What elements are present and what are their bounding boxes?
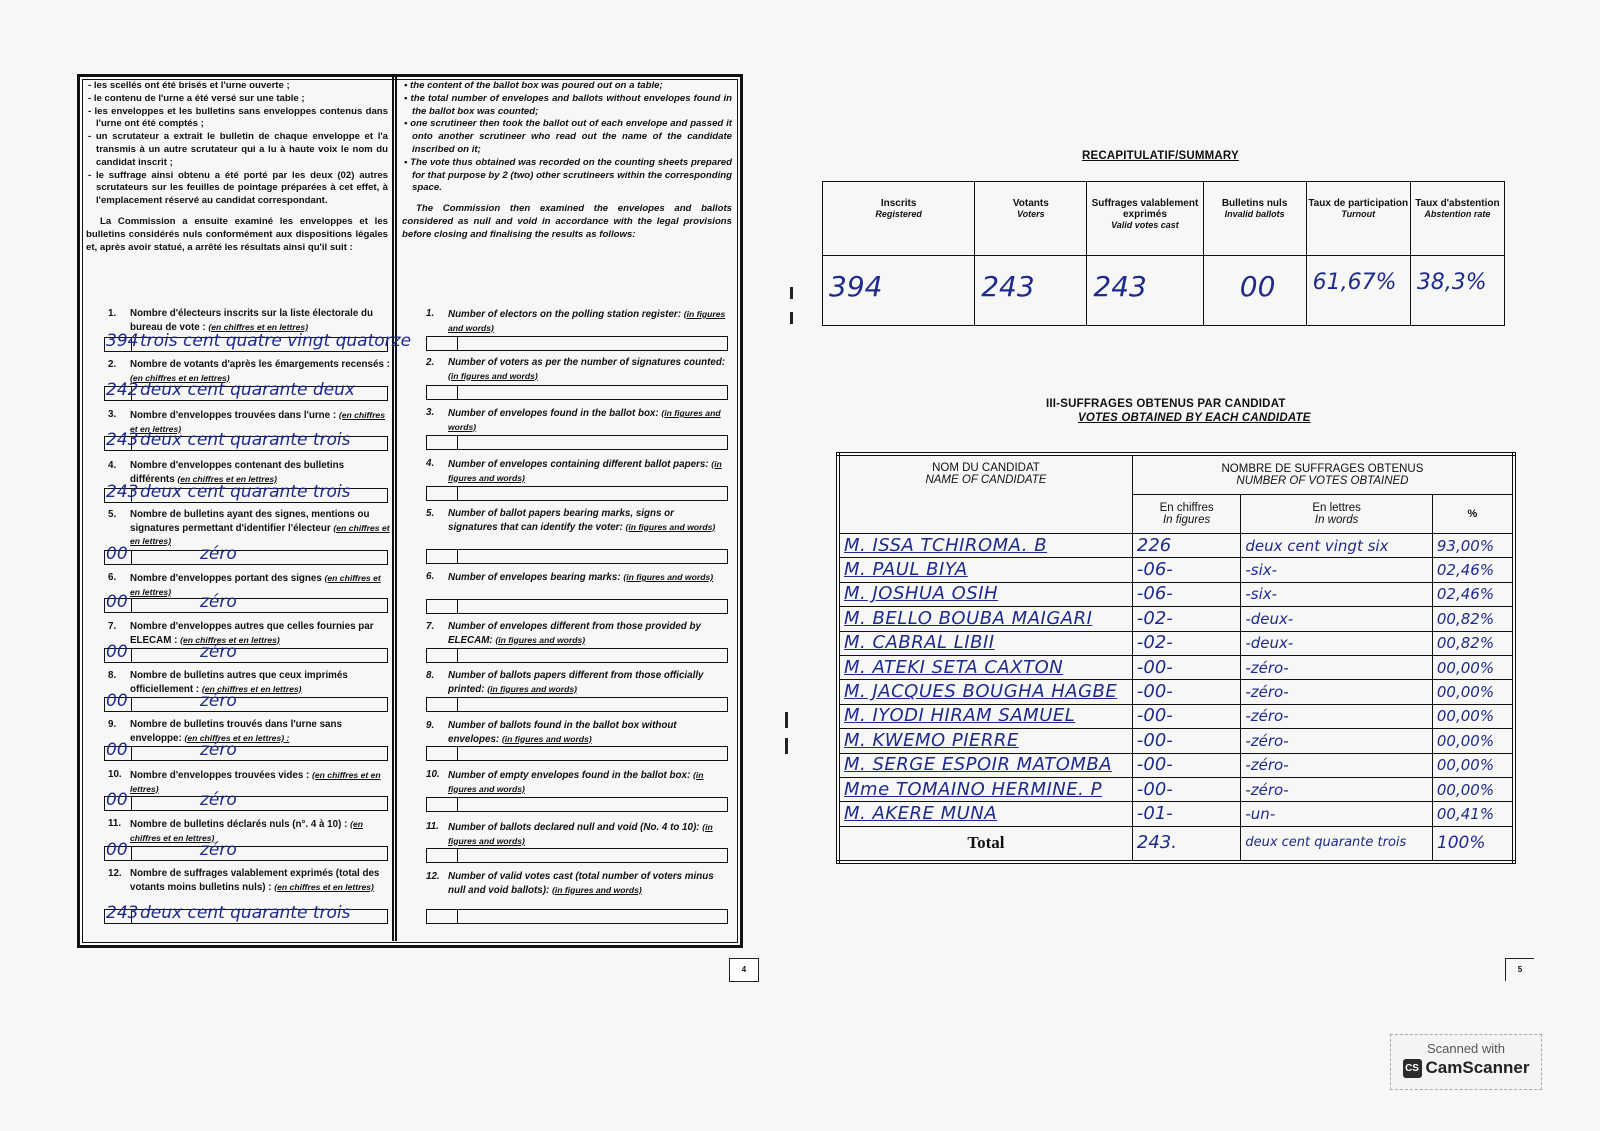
votes-percent: 00,82% (1432, 607, 1514, 631)
list-item: • the total number of envelopes and ballots without envelopes found in the ballot box was counted; (404, 92, 732, 117)
figure-cell[interactable] (427, 600, 458, 613)
table-row (838, 655, 1514, 679)
answer-field-en-4[interactable] (426, 486, 728, 501)
summary-header-row (823, 182, 1505, 256)
answer-field-en-11[interactable] (426, 848, 728, 863)
votes-figures: -00- (1132, 777, 1240, 801)
table-row (838, 558, 1514, 582)
answer-field-en-9[interactable] (426, 746, 728, 761)
votes-header-row-1 (838, 454, 1514, 495)
votes-percent: 00,41% (1432, 802, 1514, 826)
votes-section-title-en: VOTES OBTAINED BY EACH CANDIDATE (1078, 412, 1311, 424)
votes-figures: -01- (1132, 802, 1240, 826)
answer-words-fr-3: deux cent quarante trois (140, 430, 351, 450)
value-invalid-ballots: 00 (1203, 256, 1306, 326)
votes-figures: -06- (1132, 582, 1240, 606)
table-row (838, 729, 1514, 753)
summary-values-row (823, 256, 1505, 326)
votes-figures: -02- (1132, 607, 1240, 631)
candidate-name: M. ATEKI SETA CAXTON (838, 655, 1132, 679)
votes-words: -un- (1241, 802, 1433, 826)
votes-section-title-fr: III-SUFFRAGES OBTENUS PAR CANDIDAT (1046, 398, 1286, 410)
answer-words-fr-6: zéro (200, 592, 237, 612)
summary-title: RECAPITULATIF/SUMMARY (1082, 150, 1239, 162)
column-divider (392, 77, 397, 941)
votes-words: -zéro- (1241, 680, 1433, 704)
binding-mark (790, 287, 793, 299)
list-item: - les scellés ont été brisés et l'urne ouverte ; (88, 80, 290, 91)
candidate-votes-table (836, 452, 1516, 864)
answer-figure-fr-4: 243 (106, 482, 139, 502)
votes-words: -six- (1241, 582, 1433, 606)
votes-words: -zéro- (1241, 729, 1433, 753)
votes-percent: 02,46% (1432, 558, 1514, 582)
english-commission-paragraph: The Commission then examined the envelopes and ballots considered as null and void in accordance with the legal provisions before closing and finalising the results as follows: (402, 203, 732, 240)
answer-field-en-3[interactable] (426, 435, 728, 450)
header-votes-obtained: NOMBRE DE SUFFRAGES OBTENUS NUMBER OF VOTES OBTAINED (1132, 454, 1514, 495)
total-label: Total (838, 826, 1132, 862)
answer-words-fr-5: zéro (200, 544, 237, 564)
figure-cell[interactable] (427, 798, 458, 811)
figure-cell[interactable] (427, 436, 458, 449)
french-column (86, 80, 388, 254)
table-row (838, 534, 1514, 558)
votes-figures: -00- (1132, 729, 1240, 753)
answer-words-fr-4: deux cent quarante trois (140, 482, 351, 502)
votes-percent: 93,00% (1432, 534, 1514, 558)
header-invalid-ballots: Bulletins nuls Invalid ballots (1203, 182, 1306, 256)
figure-cell[interactable] (427, 849, 458, 862)
watermark-line2: CS CamScanner (1391, 1058, 1541, 1078)
answer-figure-fr-3: 243 (106, 430, 139, 450)
answer-words-fr-2: deux cent quarante deux (140, 380, 355, 400)
value-voters: 243 (975, 256, 1087, 326)
candidate-name: Mme TOMAINO HERMINE. P (838, 777, 1132, 801)
answer-field-fr-10[interactable] (104, 796, 388, 811)
table-row (838, 607, 1514, 631)
header-voters: Votants Voters (975, 182, 1087, 256)
answer-figure-fr-5: 00 (106, 544, 128, 564)
summary-table (822, 181, 1505, 326)
candidate-name: M. JACQUES BOUGHA HAGBE (838, 680, 1132, 704)
candidate-name: M. BELLO BOUBA MAIGARI (838, 607, 1132, 631)
header-abstention: Taux d'abstention Abstention rate (1410, 182, 1504, 256)
binding-mark (790, 312, 793, 324)
camscanner-watermark (1390, 1034, 1542, 1090)
votes-figures: -06- (1132, 558, 1240, 582)
answer-figure-fr-1: 394 (106, 331, 139, 351)
watermark-line1: Scanned with (1426, 1041, 1506, 1056)
votes-figures: -00- (1132, 655, 1240, 679)
answer-field-en-7[interactable] (426, 648, 728, 663)
answer-field-en-5[interactable] (426, 549, 728, 564)
table-row (838, 631, 1514, 655)
header-in-figures: En chiffres In figures (1132, 495, 1240, 534)
answer-words-fr-1: trois cent quatre vingt quatorze (140, 331, 412, 351)
figure-cell[interactable] (427, 487, 458, 500)
votes-words: -zéro- (1241, 704, 1433, 728)
answer-field-en-6[interactable] (426, 599, 728, 614)
answer-words-fr-9: zéro (200, 740, 237, 760)
candidate-name: M. JOSHUA OSIH (838, 582, 1132, 606)
french-procedure-list (86, 80, 388, 208)
table-row (838, 777, 1514, 801)
candidate-name: M. ISSA TCHIROMA. B (838, 534, 1132, 558)
page-number-5: 5 (1505, 958, 1534, 981)
value-abstention: 38,3% (1410, 256, 1504, 326)
votes-figures: -00- (1132, 753, 1240, 777)
table-row (838, 704, 1514, 728)
binding-mark (785, 712, 788, 728)
answer-words-fr-11: zéro (200, 840, 237, 860)
answer-words-fr-8: zéro (200, 691, 237, 711)
answer-field-en-8[interactable] (426, 697, 728, 712)
list-item: - le suffrage ainsi obtenu a été porté par les deux (02) autres scrutateurs sur les feuilles de pointage préparées à cet effet, à l'emplacement réservé au candidat correspondant. (88, 169, 388, 207)
header-registered: Inscrits Registered (823, 182, 975, 256)
votes-percent: 00,82% (1432, 631, 1514, 655)
header-candidate-name: NOM DU CANDIDAT NAME OF CANDIDATE (838, 454, 1132, 534)
votes-body (838, 534, 1514, 863)
header-percent: % (1432, 495, 1514, 534)
list-item: • one scrutineer then took the ballot out of each envelope and passed it onto another scrutineer who read out the name of the candidate inscribed on it; (404, 118, 732, 155)
candidate-name: M. CABRAL LIBII (838, 631, 1132, 655)
value-valid-votes: 243 (1087, 256, 1203, 326)
english-procedure-list (402, 80, 732, 195)
votes-figures: -02- (1132, 631, 1240, 655)
answer-words-fr-12: deux cent quarante trois (140, 903, 351, 923)
camscanner-logo-icon: CS (1403, 1059, 1422, 1078)
answer-figure-fr-9: 00 (106, 740, 128, 760)
total-percent: 100% (1432, 826, 1514, 862)
votes-percent: 00,00% (1432, 680, 1514, 704)
total-figures: 243. (1132, 826, 1240, 862)
figure-cell[interactable] (427, 649, 458, 662)
table-row (838, 680, 1514, 704)
votes-percent: 02,46% (1432, 582, 1514, 606)
answer-field-en-10[interactable] (426, 797, 728, 812)
table-row (838, 802, 1514, 826)
answer-field-fr-6[interactable] (104, 598, 388, 613)
votes-words: -zéro- (1241, 655, 1433, 679)
header-turnout: Taux de participation Turnout (1306, 182, 1410, 256)
votes-words: -zéro- (1241, 753, 1433, 777)
figure-cell[interactable] (427, 698, 458, 711)
votes-percent: 00,00% (1432, 655, 1514, 679)
header-in-words: En lettres In words (1241, 495, 1433, 534)
list-item: - un scrutateur a extrait le bulletin de chaque enveloppe et l'a transmis à un autre scrutateur qui a lu à haute voix le nom du candidat inscrit ; (88, 131, 388, 168)
list-item: • The vote thus obtained was recorded on the counting sheets prepared for that purpose by 2 (two) other scrutineers within the corresponding space. (404, 156, 732, 194)
figure-cell[interactable] (427, 550, 458, 563)
figure-cell[interactable] (427, 386, 458, 399)
answer-field-fr-7[interactable] (104, 648, 388, 663)
votes-percent: 00,00% (1432, 753, 1514, 777)
figure-cell[interactable] (427, 910, 458, 923)
answer-figure-fr-11: 00 (106, 840, 128, 860)
figure-cell[interactable] (427, 337, 458, 350)
list-item: - les enveloppes et les bulletins sans enveloppes contenus dans l'urne ont été comptés ; (88, 105, 388, 130)
answer-field-fr-9[interactable] (104, 746, 388, 761)
binding-mark (785, 738, 788, 754)
answer-field-fr-11[interactable] (104, 846, 388, 861)
list-item: • the content of the ballot box was poured out on a table; (404, 80, 663, 91)
answer-figure-fr-8: 00 (106, 691, 128, 711)
answer-field-fr-5[interactable] (104, 550, 388, 565)
english-column (402, 80, 732, 242)
answer-words-fr-7: zéro (200, 642, 237, 662)
answer-figure-fr-7: 00 (106, 642, 128, 662)
votes-figures: -00- (1132, 704, 1240, 728)
answer-field-en-1[interactable] (426, 336, 728, 351)
answer-field-fr-8[interactable] (104, 697, 388, 712)
value-registered: 394 (823, 256, 975, 326)
total-row (838, 826, 1514, 862)
answer-figure-fr-6: 00 (106, 592, 128, 612)
total-words: deux cent quarante trois (1241, 826, 1433, 862)
french-commission-paragraph: La Commission a ensuite examiné les enveloppes et les bulletins considérés nuls conformément aux dispositions légales et, après avoir statué, a arrêté les résultats ainsi qu'il suit : (86, 215, 388, 253)
answer-words-fr-10: zéro (200, 790, 237, 810)
votes-percent: 00,00% (1432, 729, 1514, 753)
votes-words: -deux- (1241, 631, 1433, 655)
candidate-name: M. AKERE MUNA (838, 802, 1132, 826)
table-row (838, 753, 1514, 777)
candidate-name: M. IYODI HIRAM SAMUEL (838, 704, 1132, 728)
candidate-name: M. KWEMO PIERRE (838, 729, 1132, 753)
votes-figures: 226 (1132, 534, 1240, 558)
table-row (838, 582, 1514, 606)
candidate-name: M. PAUL BIYA (838, 558, 1132, 582)
figure-cell[interactable] (427, 747, 458, 760)
page-number-4: 4 (729, 958, 759, 982)
value-turnout: 61,67% (1306, 256, 1410, 326)
candidate-name: M. SERGE ESPOIR MATOMBA (838, 753, 1132, 777)
votes-words: -zéro- (1241, 777, 1433, 801)
answer-figure-fr-12: 243 (106, 903, 139, 923)
answer-field-en-12[interactable] (426, 909, 728, 924)
votes-percent: 00,00% (1432, 777, 1514, 801)
votes-figures: -00- (1132, 680, 1240, 704)
answer-figure-fr-10: 00 (106, 790, 128, 810)
answer-figure-fr-2: 242 (106, 380, 139, 400)
list-item: - le contenu de l'urne a été versé sur une table ; (88, 92, 305, 104)
votes-percent: 00,00% (1432, 704, 1514, 728)
answer-field-en-2[interactable] (426, 385, 728, 400)
header-valid-votes: Suffrages valablement exprimés Valid votes cast (1087, 182, 1203, 256)
votes-words: -deux- (1241, 607, 1433, 631)
votes-words: -six- (1241, 558, 1433, 582)
votes-words: deux cent vingt six (1241, 534, 1433, 558)
